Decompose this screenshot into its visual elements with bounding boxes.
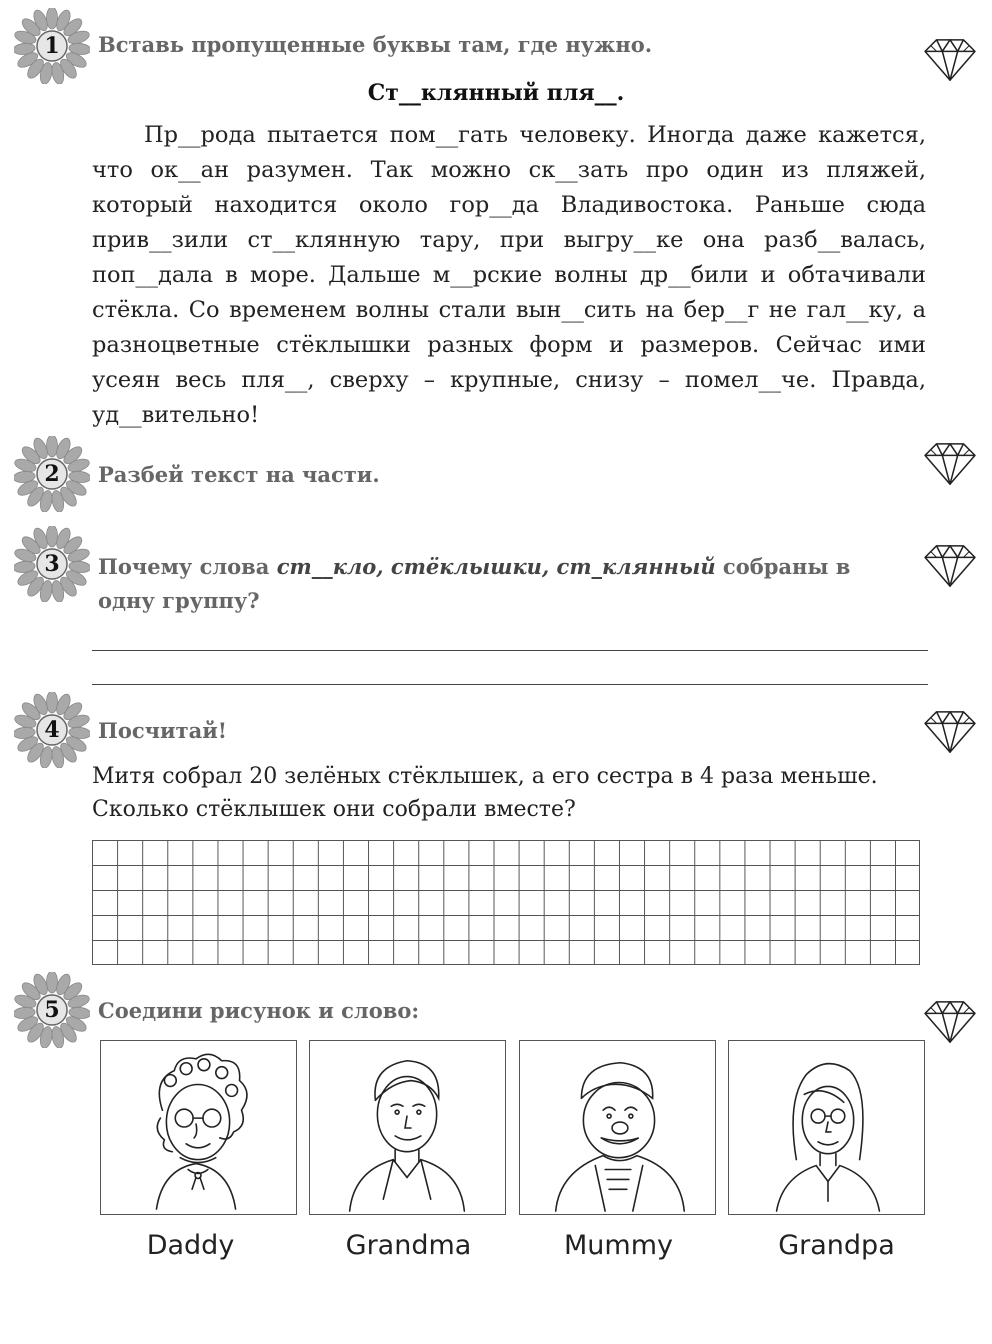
task-3-number: 3 [44, 551, 60, 577]
problem-line-1: Митя собрал 20 зелёных стёклышек, а его сестра в 4 раза меньше. [92, 764, 878, 789]
diamond-icon [922, 708, 978, 756]
task-1-number: 1 [44, 33, 60, 59]
task-2-number: 2 [44, 461, 60, 487]
answer-grid[interactable] [92, 840, 920, 965]
task-1-title: Вставь пропущенные буквы там, где нужно. [98, 32, 653, 57]
task-2-title: Разбей текст на части. [98, 462, 380, 487]
grandma-picture[interactable] [100, 1040, 297, 1215]
task-3-title-words: ст__кло, стёклышки, ст_клянный [276, 554, 716, 579]
task-3-title-end: собраны в одну группу? [98, 554, 851, 613]
task-5-badge [14, 972, 90, 1048]
word-grandpa[interactable]: Grandpa [778, 1230, 895, 1261]
task-5-number: 5 [44, 997, 60, 1023]
word-daddy[interactable]: Daddy [146, 1230, 235, 1261]
exercise-paragraph [92, 118, 926, 433]
task-3-title [98, 550, 878, 618]
math-problem [92, 760, 932, 826]
paragraph-text: Пр__рода пытается пом__гать человеку. Иногда даже кажется, что ок__ан разумен. Так можно ск__зать про один из пляжей, который находится около гор__да Владивостока. Раньше сюда прив__зили ст__клянную тару, при выгру__ке она разб__валась, поп__дала в море. Дальше м__рские волны др__били и обтачивали стёкла. Со временем волны стали вын__сить на бер__г не гал__ку, а разноцветные стёклышки разных форм и размеров. Сейчас ими усеян весь пля__, сверху – крупные, снизу – помел__че. Правда, уд__вительно! [92, 122, 926, 428]
task-3-badge [14, 526, 90, 602]
young-man-picture[interactable] [309, 1040, 506, 1215]
diamond-icon [922, 36, 978, 84]
woman-picture[interactable] [728, 1040, 925, 1215]
diamond-icon [922, 440, 978, 488]
task-4-number: 4 [44, 717, 60, 743]
diamond-icon [922, 542, 978, 590]
grandpa-picture[interactable] [519, 1040, 716, 1215]
task-4-badge [14, 692, 90, 768]
problem-line-2: Сколько стёклышек они собрали вместе? [92, 797, 576, 822]
word-grandma[interactable]: Grandma [345, 1230, 472, 1261]
task-4-title: Посчитай! [98, 718, 227, 743]
task-5-title: Соедини рисунок и слово: [98, 998, 420, 1023]
answer-line[interactable] [92, 684, 928, 685]
task-1-badge [14, 8, 90, 84]
answer-line[interactable] [92, 650, 928, 651]
text-title: Ст__клянный пля__. [367, 80, 625, 106]
task-3-title-start: Почему слова [98, 554, 277, 579]
task-2-badge [14, 436, 90, 512]
word-mummy[interactable]: Mummy [564, 1230, 673, 1261]
diamond-icon [922, 998, 978, 1046]
